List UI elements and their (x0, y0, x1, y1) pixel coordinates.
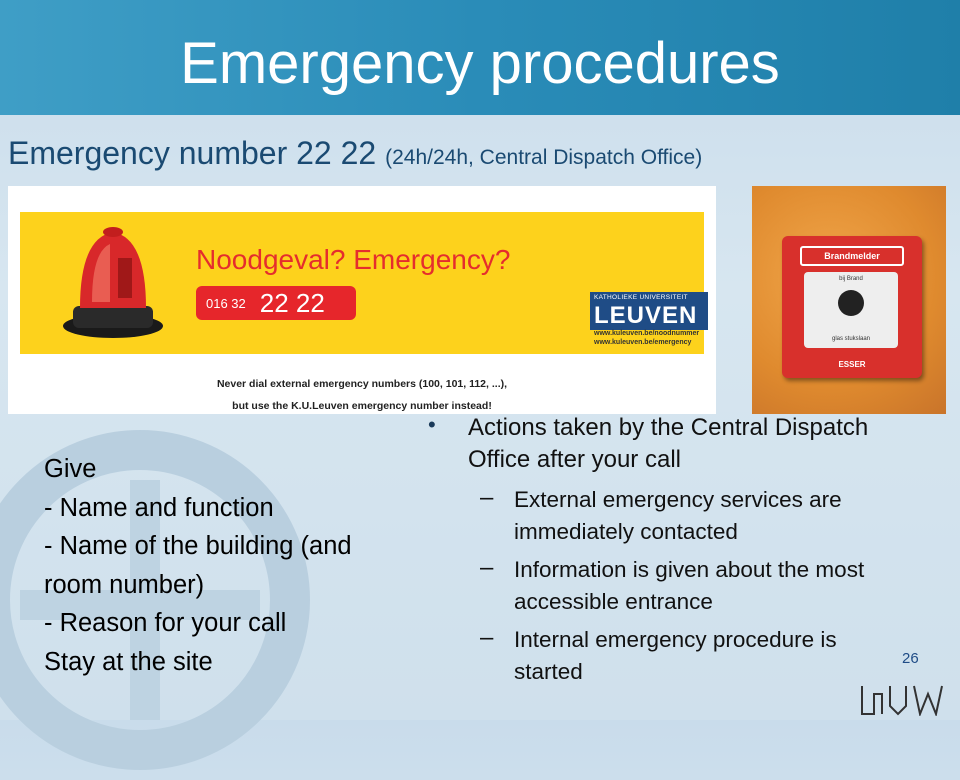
poster-note-2: but use the K.U.Leuven emergency number instead! (232, 400, 492, 412)
slide-title: Emergency procedures (180, 31, 780, 96)
dispatch-actions-heading (468, 412, 868, 476)
action-item-line-2: accessible entrance (514, 589, 713, 614)
caller-instructions (44, 450, 352, 682)
action-item (514, 484, 842, 548)
page-number: 26 (902, 650, 919, 667)
instruction-line: room number) (44, 570, 205, 599)
fire-alarm-box (782, 236, 922, 378)
poster-url-1: www.kuleuven.be/noodnummer (594, 330, 700, 337)
dash-icon: – (480, 484, 494, 511)
instruction-line: - Name of the building (and (44, 532, 352, 561)
alarm-sub-2: glas stukslaan (831, 336, 871, 342)
heading-line-2: Office after your call (468, 446, 681, 473)
emergency-number-main: Emergency number 22 22 (8, 135, 386, 171)
siren-beacon-icon (58, 218, 168, 340)
dash-icon: – (480, 624, 494, 651)
action-item-line-1: Internal emergency procedure is (514, 627, 837, 652)
alarm-glass (804, 272, 898, 348)
logo-big-text: LEUVEN (594, 302, 698, 329)
poster-url-2: www.kuleuven.be/emergency (594, 339, 692, 346)
instruction-line: - Reason for your call (44, 609, 287, 638)
instruction-line: Give (44, 455, 97, 483)
title-bar (0, 0, 960, 115)
phone-main: 22 22 (259, 287, 325, 318)
dash-icon: – (480, 554, 494, 581)
poster-note-1: Never dial external emergency numbers (100, 101, 112, ...), (216, 378, 508, 390)
alarm-brand: ESSER (838, 360, 866, 369)
phone-prefix: 016 32 (206, 295, 246, 311)
heading-line-1: Actions taken by the Central Dispatch (468, 414, 869, 441)
alarm-label: Brandmelder (800, 246, 904, 266)
alarm-sub-1: bij Brand (839, 276, 863, 282)
action-item-line-2: immediately contacted (514, 519, 738, 544)
alarm-button-icon (838, 290, 864, 316)
instruction-line: Stay at the site (44, 647, 213, 676)
university-logo-icon (860, 684, 950, 716)
action-item-line-1: External emergency services are (514, 487, 842, 512)
emergency-number-heading (8, 135, 702, 172)
kuleuven-logo (590, 292, 708, 330)
instruction-line: - Name and function (44, 493, 274, 522)
action-item-line-1: Information is given about the most (514, 557, 865, 582)
action-item (514, 624, 837, 688)
action-item (514, 554, 864, 618)
bullet-icon: • (428, 412, 436, 437)
poster-phone-number (196, 286, 356, 320)
fire-alarm-photo (752, 186, 946, 414)
action-item-line-2: started (514, 659, 583, 684)
poster-headline: Noodgeval? Emergency? (196, 244, 511, 275)
emergency-number-detail: (24h/24h, Central Dispatch Office) (385, 146, 703, 169)
logo-small-text: KATHOLIEKE UNIVERSITEIT (594, 294, 688, 301)
emergency-poster (8, 186, 716, 414)
